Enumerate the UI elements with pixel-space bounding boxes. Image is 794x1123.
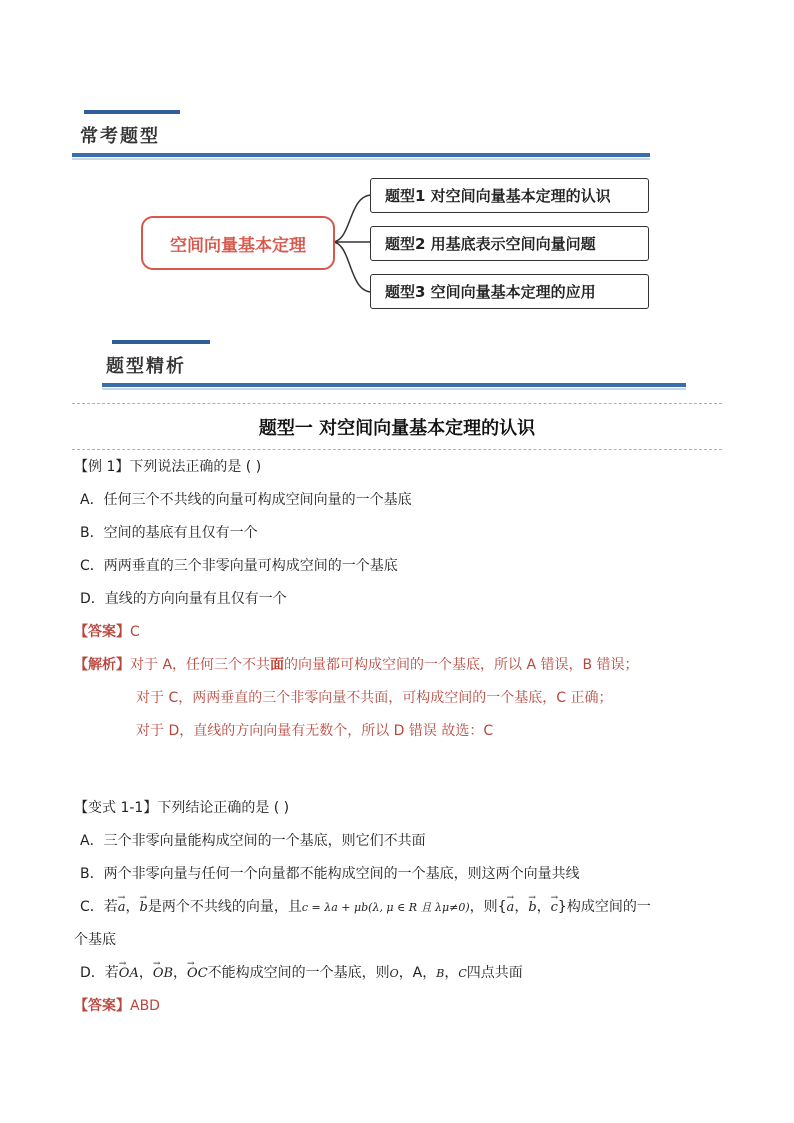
mindmap-connectors <box>330 190 375 300</box>
example1-option-b: B．空间的基底有且仅有一个 <box>80 525 258 541</box>
vector-a: → a <box>118 898 126 918</box>
vector-ob: → OB <box>153 964 173 984</box>
text: C．若 <box>80 899 118 915</box>
text: ， <box>125 899 140 915</box>
variant1-option-c-line2: 个基底 <box>74 932 116 948</box>
text: ， <box>514 899 529 915</box>
analysis-text: 的向量都可构成空间的一个基底，所以 A 错误，B 错误； <box>284 657 639 673</box>
text: 不能构成空间的一个基底，则 <box>207 965 390 981</box>
text: D．若 <box>80 965 119 981</box>
header1-title: 常考题型 <box>80 126 160 147</box>
example1-analysis-line1 <box>74 655 639 675</box>
header2-bottom-bar <box>102 383 686 387</box>
example1-answer <box>74 622 140 642</box>
example1-analysis-line2: 对于 C，两两垂直的三个非零向量不共面，可构成空间的一个基底，C 正确； <box>136 690 613 706</box>
analysis-text: 对于 A，任何三个不共 <box>130 657 271 673</box>
variant1-option-c <box>80 897 651 918</box>
text: 是两个不共线的向量，且 <box>147 899 302 915</box>
analysis-tag: 【解析】 <box>74 657 130 673</box>
vector-b: → b <box>528 898 536 918</box>
mindmap-type-1: 题型1 对空间向量基本定理的认识 <box>370 178 649 213</box>
header1-top-bar <box>84 110 180 114</box>
text: ， <box>536 899 551 915</box>
text: }构成空间的一 <box>557 899 651 915</box>
mindmap-center-node: 空间向量基本定理 <box>141 216 335 270</box>
formula: c = λa + μb(λ, μ ∈ R 且 λμ≠0) <box>301 901 470 914</box>
text: ，A， <box>398 965 437 981</box>
variant1-option-d <box>80 963 523 984</box>
header1-bottom-bar-shadow <box>72 158 650 160</box>
variant1-stem: 【变式 1-1】下列结论正确的是 ( ) <box>74 800 290 816</box>
point-o: O <box>389 967 399 980</box>
variant1-option-b: B．两个非零向量与任何一个向量都不能构成空间的一个基底，则这两个向量共线 <box>80 866 580 882</box>
vector-oc: → OC <box>187 964 208 984</box>
answer-tag: 【答案】 <box>74 624 130 640</box>
point-b: B <box>436 967 445 980</box>
example1-analysis-line3: 对于 D，直线的方向向量有无数个，所以 D 错误 故选：C <box>136 723 494 739</box>
text: ， <box>173 965 188 981</box>
section-divider-bottom <box>72 449 722 450</box>
text: ， <box>444 965 459 981</box>
header1-bottom-bar <box>72 153 650 157</box>
text: ， <box>138 965 153 981</box>
answer-tag: 【答案】 <box>74 998 130 1014</box>
header2-top-bar <box>112 340 210 344</box>
analysis-emphasis: 面 <box>270 657 285 673</box>
vector-b: → b <box>140 898 148 918</box>
text: 四点共面 <box>466 965 523 981</box>
mindmap-type-3: 题型3 空间向量基本定理的应用 <box>370 274 649 309</box>
header2-bottom-bar-shadow <box>102 388 686 390</box>
answer-value: ABD <box>130 998 160 1014</box>
section-divider-top <box>72 403 722 404</box>
point-c: C <box>458 967 467 980</box>
example1-option-d: D．直线的方向向量有且仅有一个 <box>80 591 287 607</box>
variant1-option-a: A．三个非零向量能构成空间的一个基底，则它们不共面 <box>80 833 426 849</box>
vector-oa: → OA <box>119 964 139 984</box>
answer-value: C <box>130 624 140 640</box>
variant1-answer <box>74 996 160 1016</box>
example1-stem: 【例 1】下列说法正确的是 ( ) <box>74 459 262 475</box>
vector-a: → a <box>507 898 515 918</box>
mindmap-type-2: 题型2 用基底表示空间向量问题 <box>370 226 649 261</box>
example1-option-c: C．两两垂直的三个非零向量可构成空间的一个基底 <box>80 558 398 574</box>
section-title: 题型一 对空间向量基本定理的认识 <box>258 418 536 439</box>
example1-option-a: A．任何三个不共线的向量可构成空间向量的一个基底 <box>80 492 412 508</box>
vector-c: → c <box>551 898 558 918</box>
header2-title: 题型精析 <box>106 356 186 377</box>
text: ，则{ <box>469 899 507 915</box>
